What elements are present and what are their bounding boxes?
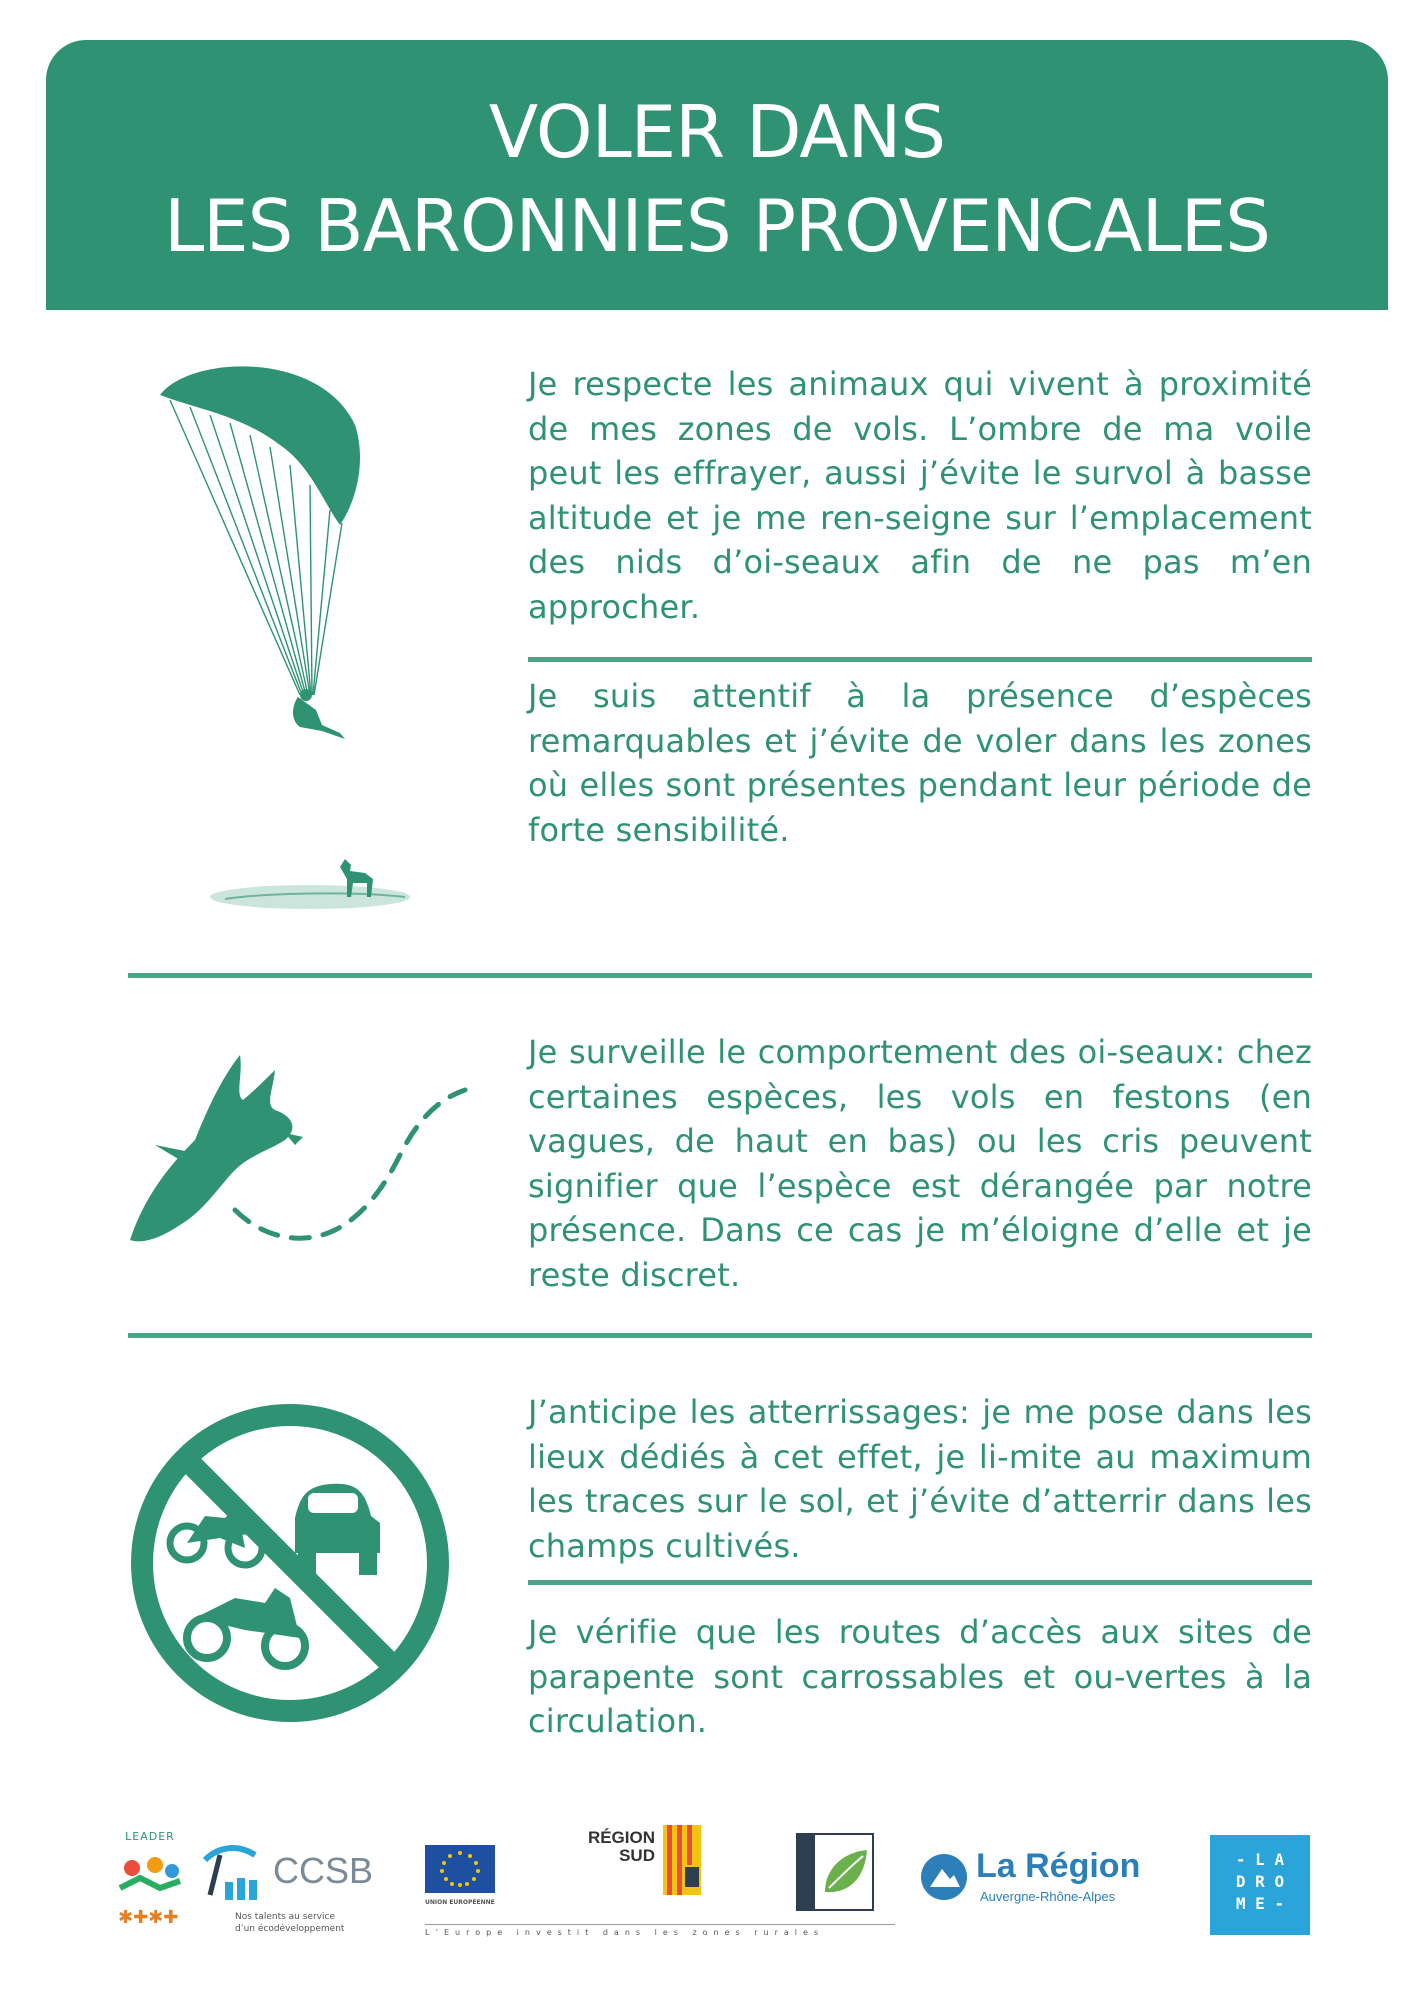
title-line-1: VOLER DANS [488,90,946,174]
paragraph-species: Je suis attentif à la présence d’espèces remarquables et j’évite de voler dans les zones où elles sont présentes pendant leur période de forte sensibilité. [528,677,1312,849]
la-region-logo [920,1845,1150,1915]
eu-logo [425,1845,505,1915]
drome-line-3: M E - [1235,1894,1285,1913]
no-motor-vehicles-icon [125,1398,455,1728]
ccsb-tagline-1: Nos talents au service [235,1912,335,1922]
paragraph-roads: Je vérifie que les routes d’accès aux sites de parapente sont carrossables et ou-vertes à la circulation. [528,1613,1312,1740]
region-sud-logo [585,1825,700,1915]
section-divider [128,973,1312,978]
paragraph-landing: J’anticipe les atterrissages: je me pose dans les lieux dédiés à cet effet, je li-mite au maximum les traces sur le sol, et j’évite d’atterrir dans les champs cultivés. [528,1393,1312,1565]
ccsb-logo [195,1840,395,1940]
section-divider [128,1333,1312,1338]
svg-text:✱✚✱✚: ✱✚✱✚ [118,1907,179,1928]
paragraph-birds: Je surveille le comportement des oi-seaux: chez certaines espèces, les vols en festons (en vagues, de haut en bas) ou les cris peuvent signifier que l’espèce est dérangée par notre présence. Dans ce cas je m’éloigne d’elle et je reste discret. [528,1033,1312,1294]
la-region-wordmark: La Région [976,1847,1141,1885]
ccsb-tagline-2: d’un écodéveloppement [235,1924,345,1934]
europe-rural-strip: L’Europe investit dans les zones rurales [425,1924,895,1937]
deer-icon [205,855,415,920]
region-sud-line-2: SUD [619,1846,655,1865]
title-banner [46,40,1388,310]
ccsb-wordmark: CCSB [273,1850,374,1891]
eu-flag-icon [425,1845,495,1893]
drome-line-2: D R O [1235,1872,1285,1891]
auvergne-caption: Auvergne-Rhône-Alpes [980,1889,1116,1904]
divider [528,657,1312,662]
divider [528,1580,1312,1585]
leader-logo [110,1830,190,1940]
drome-line-1: - L A [1235,1850,1285,1869]
paraglider-icon [150,355,370,755]
region-sud-line-1: RÉGION [587,1828,655,1847]
leader-square-logo [795,1832,875,1912]
la-region-mountain-icon [920,1853,968,1901]
partner-logos [100,1820,1330,1940]
title-line-2: LES BARONNIES PROVENCALES [164,184,1270,268]
eu-caption: UNION EUROPÉENNE [425,1899,495,1906]
leader-wordmark: LEADER [125,1830,175,1843]
paragraph-animals: Je respecte les animaux qui vivent à proximité de mes zones de vols. L’ombre de ma voile peut les effrayer, aussi j’évite le survol à basse altitude et je me ren-seigne sur l’emplacement des nids d’oi-seaux afin de ne pas m’en approcher. [528,365,1312,626]
region-sud-flag-icon [663,1825,701,1895]
vulture-icon [125,1045,470,1260]
la-drome-logo [1210,1835,1310,1935]
ccsb-emblem-icon [195,1840,265,1910]
leader-leaf-icon [795,1832,875,1912]
